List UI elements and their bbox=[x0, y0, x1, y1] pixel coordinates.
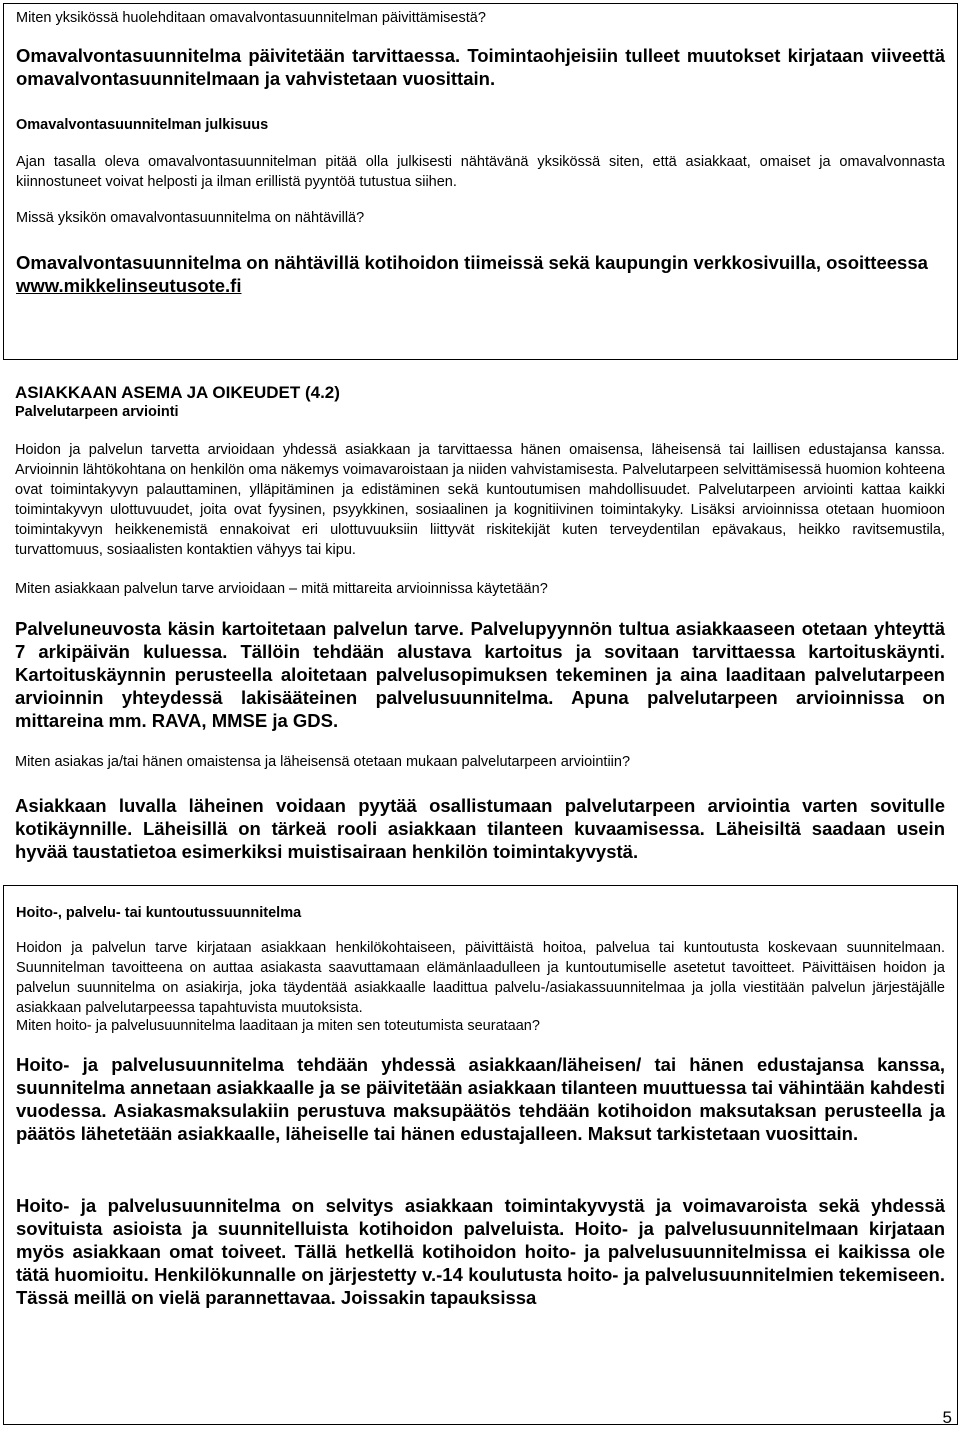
section-title-client-rights: ASIAKKAAN ASEMA JA OIKEUDET (4.2) bbox=[15, 383, 340, 402]
care-plan-section bbox=[3, 885, 958, 1425]
question-client-involvement: Miten asiakas ja/tai hänen omaistensa ja läheisensä otetaan mukaan palvelutarpeen arviointiin? bbox=[15, 754, 631, 770]
heading-publicity: Omavalvontasuunnitelman julkisuus bbox=[16, 117, 269, 133]
heading-care-plan: Hoito-, palvelu- tai kuntoutussuunnitelma bbox=[16, 905, 302, 921]
answer-where-visible bbox=[16, 251, 945, 297]
question-update: Miten yksikössä huolehditaan omavalvontasuunnitelman päivittämisestä? bbox=[16, 10, 486, 26]
answer-assessment-method: Palveluneuvosta käsin kartoitetaan palvelun tarve. Palvelupyynnön tultua asiakkaaseen otetaan yhteyttä 7 arkipäivän kuluessa. Tällöin tehdään alustava kartoitus ja sovitaan tarvittaessa kartoituskäynti. Kartoituskäynnin perusteella aloitetaan palvelusopimuksen tekeminen ja aina laaditaan palvelutarpeen arvioinnin yhteydessä lakisääteinen palvelusuunnitelma. Apuna palvelutarpeen arvioinnissa on mittareina mm. RAVA, MMSE ja GDS. bbox=[15, 618, 945, 731]
answer-where-visible-text: Omavalvontasuunnitelma on nähtävillä kotihoidon tiimeissä sekä kaupungin verkkosivuilla, osoitteessa bbox=[16, 252, 928, 273]
paragraph-assessment: Hoidon ja palvelun tarvetta arvioidaan yhdessä asiakkaan ja tarvittaessa hänen omaisensa, läheisensä tai laillisen edustajansa kanssa. Arvioinnin lähtökohtana on henkilön oma näkemys voimavaroistaan ja niiden vahvistamisesta. Palvelutarpeen selvittämisessä huomion kohteena ovat toimintakyvyn palauttaminen, ylläpitäminen ja edistäminen sekä kuntoutumisen mahdollisuudet. Palvelutarpeen arviointi kattaa kaikki toimintakyvyn ulottuvuudet, joita ovat fyysinen, psyykkinen, sosiaalinen ja kognitiivinen toimintakyky. Lisäksi arvioinnissa otetaan huomioon toimintakyvyn heikkenemistä ennakoivat eri ulottuvuuksiin liittyvät riskitekijät kuten terveydentilan epävakaus, heikko ravitsemustila, turvattomuus, sosiaalisten kontaktien vähyys tai kipu. bbox=[15, 442, 945, 558]
paragraph-care-plan: Hoidon ja palvelun tarve kirjataan asiakkaan henkilökohtaiseen, päivittäistä hoitoa, palvelua tai kuntoutusta koskevaan suunnitelmaan. Suunnitelman tavoitteena on auttaa asiakasta saavuttamaan elämänlaadulleen ja kuntoutumiselle asetetut tavoitteet. Päivittäisen hoidon ja palvelun suunnitelma on asiakirja, joka täydentää asiakkaalle laadittua palvelu-/asiakassuunnitelmaa ja jolla viestitään palvelun järjestäjälle asiakkaan palvelutarpeessa tapahtuvista muutoksista. bbox=[16, 940, 945, 1016]
answer-care-plan-2: Hoito- ja palvelusuunnitelma on selvitys asiakkaan toimintakyvystä ja voimavaroista sekä yhdessä sovituista asioista ja suunnitelluista kotihoidon palveluista. Hoito- ja palvelusuunnitelmaan kirjataan myös asiakkaan omat toiveet. Tällä hetkellä kotihoidon hoito- ja palvelusuunnitelmissa ei kaikissa ole tätä huomioitu. Henkilökunnalle on järjestetty v.-14 koulutusta hoito- ja palvelusuunnitelmien tekemiseen. Tässä meillä on vielä parannettavaa. Joissakin tapauksissa bbox=[16, 1195, 945, 1308]
question-where-visible: Missä yksikön omavalvontasuunnitelma on nähtävillä? bbox=[16, 210, 365, 226]
page-number: 5 bbox=[942, 1408, 952, 1427]
website-link[interactable]: www.mikkelinseutusote.fi bbox=[16, 275, 242, 296]
subtitle-service-need-assessment: Palvelutarpeen arviointi bbox=[15, 404, 179, 420]
paragraph-publicity: Ajan tasalla oleva omavalvontasuunnitelman pitää olla julkisesti nähtävänä yksikössä siten, että asiakkaat, omaiset ja omavalvonnasta kiinnostuneet voivat helposti ja ilman erillistä pyyntöä tutustua siihen. bbox=[16, 154, 945, 190]
answer-client-involvement: Asiakkaan luvalla läheinen voidaan pyytää osallistumaan palvelutarpeen arviointia varten sovitulle kotikäynnille. Läheisillä on tärkeä rooli asiakkaan tilanteen kuvaamisessa. Läheisiltä saadaan usein hyvää taustatietoa esimerkiksi muistisairaan henkilön toimintakyvystä. bbox=[15, 795, 945, 862]
question-assessment-method: Miten asiakkaan palvelun tarve arvioidaan – mitä mittareita arvioinnissa käytetään? bbox=[15, 581, 548, 597]
answer-care-plan-1: Hoito- ja palvelusuunnitelma tehdään yhdessä asiakkaan/läheisen/ tai hänen edustajansa kanssa, suunnitelma annetaan asiakkaalle ja se päivitetään asiakkaan tilanteen muuttuessa tai vähintään kahdesti vuodessa. Asiakasmaksulakiin perustuva maksupäätös tehdään kotihoidon maksutaksan perusteella ja päätös lähetetään asiakkaalle, läheiselle tai hänen edustajalleen. Maksut tarkistetaan vuosittain. bbox=[16, 1054, 945, 1144]
self-monitoring-section bbox=[3, 3, 958, 360]
question-care-plan: Miten hoito- ja palvelusuunnitelma laaditaan ja miten sen toteutumista seurataan? bbox=[16, 1018, 540, 1034]
answer-update: Omavalvontasuunnitelma päivitetään tarvittaessa. Toimintaohjeisiin tulleet muutokset kirjataan viiveettä omavalvontasuunnitelmaan ja vahvistetaan vuosittain. bbox=[16, 45, 945, 89]
